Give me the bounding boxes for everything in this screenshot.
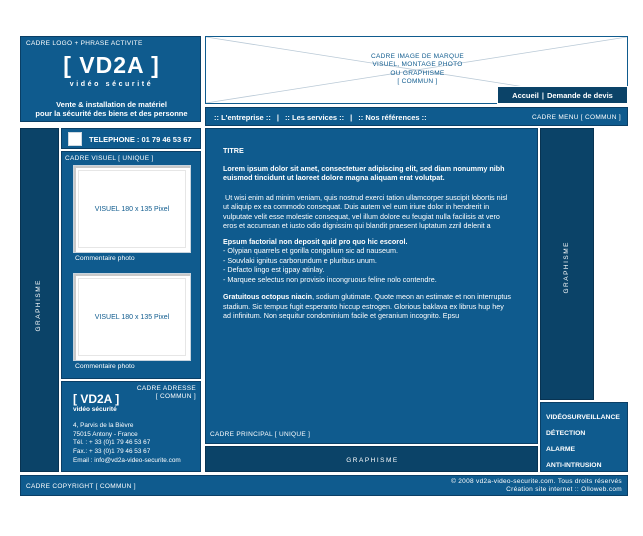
service-link-anti-intrusion[interactable]: ANTI-INTRUSION — [546, 462, 602, 469]
photo-2-comment: Commentaire photo — [75, 363, 135, 370]
content-list-item: - Souvlaki ignitus carborundum e pluribus unum. — [223, 255, 377, 265]
photo-1-placeholder: VISUEL 180 x 135 Pixel — [78, 170, 186, 248]
photo-1-comment: Commentaire photo — [75, 255, 135, 262]
content-title: TITRE — [223, 146, 244, 155]
content-subtitle: Epsum factorial non deposit quid pro quo hic escorol. — [223, 236, 408, 246]
address-phone: Tél. : + 33 (0)1 79 46 53 67 — [73, 439, 151, 447]
menu-caption: CADRE MENU [ COMMUN ] — [532, 114, 621, 121]
banner-line-4: [ COMMUN ] — [397, 77, 438, 85]
address-tagline: vidéo sécurité — [73, 406, 117, 413]
phone-label: TELEPHONE : 01 79 46 53 67 — [89, 135, 192, 144]
address-box — [61, 381, 201, 472]
address-line-1: 4, Parvis de la Bièvre — [73, 422, 134, 429]
activity-line-1: Vente & installation de matériel — [56, 100, 167, 109]
footer-credit-link[interactable]: Création site internet :: Olloweb.com — [506, 486, 622, 494]
address-logo: [ VD2A ] — [73, 392, 120, 406]
service-link-alarme[interactable]: ALARME — [546, 446, 576, 453]
logo-box-caption: CADRE LOGO + PHRASE ACTIVITE — [26, 40, 143, 47]
address-caption-1: CADRE ADRESSE — [136, 385, 196, 392]
right-graphics-strip — [540, 128, 594, 400]
left-graphics-strip — [20, 128, 59, 472]
logo-tagline: vidéo sécurité — [69, 81, 154, 88]
photo-1[interactable] — [73, 165, 191, 253]
banner-line-2: VISUEL, MONTAGE PHOTO — [372, 61, 463, 69]
phone-bar — [61, 128, 201, 149]
banner-link-separator: | — [541, 90, 544, 100]
left-graphics-label: GRAPHISME — [35, 279, 42, 332]
banner-line-3: OU GRAPHISME — [390, 69, 445, 77]
footer-copyright-caption: CADRE COPYRIGHT [ COMMUN ] — [26, 483, 136, 490]
quote-request-link[interactable]: Demande de devis — [546, 90, 613, 100]
menu-item-references[interactable]: :: Nos références :: — [358, 113, 427, 122]
visual-column — [61, 151, 201, 379]
address-caption-2: [ COMMUN ] — [155, 393, 196, 401]
menu-separator: | — [350, 113, 353, 122]
bottom-graphics-strip — [205, 446, 538, 472]
services-box — [540, 402, 628, 472]
banner-links — [497, 86, 628, 104]
content-list-item: - Marquee selectus non provisio incongruous feline nolo contendre. — [223, 274, 437, 284]
banner-line-1: CADRE IMAGE DE MARQUE — [371, 53, 464, 60]
menu-item-services[interactable]: :: Les services :: — [284, 113, 345, 122]
service-link-videosurveillance[interactable]: VIDÉOSURVEILLANCE — [546, 414, 620, 421]
logo[interactable]: [ VD2A ] — [63, 52, 160, 78]
content-intro: Lorem ipsum dolor sit amet, consectetuer adipiscing elit, sed diam nonummy nibh euismod tincidunt ut laoreet dolore magna aliquam erat volutpat. — [223, 163, 505, 182]
footer-copyright-text: © 2008 vd2a-video-securite.com. Tous droits réservés — [451, 478, 622, 485]
phone-icon — [68, 132, 82, 146]
photo-2[interactable] — [73, 273, 191, 361]
content-list-item: - Olypian quarrels et gorilla congolium sic ad nauseum. — [223, 246, 398, 255]
activity-line-2: pour la sécurité des biens et des personne — [35, 109, 188, 118]
logo-box — [20, 36, 201, 122]
address-line-2: 75015 Antony - France — [73, 430, 138, 438]
content-paragraph-1: Ut wisi enim ad minim veniam, quis nostrud exerci tation ullamcorper suscipit lobortis nisl ut aliquip ex ea commodo consequat. Duis autem vel eum iriure dolor in hendrerit in vulputate velit esse molestie consequat, vel illum dolore eu feugiat nulla facilisis at vero eros et accumsan et iusto odio dignissim qui blandit praesent luptatum zzril delenit a — [223, 192, 508, 230]
main-content — [205, 128, 538, 444]
right-graphics-label: GRAPHISME — [563, 241, 570, 294]
address-email[interactable]: Email : info@vd2a-video-securite.com — [73, 456, 181, 464]
menu-item-entreprise[interactable]: :: L'entreprise :: — [214, 113, 271, 122]
address-fax: Fax.: + 33 (0)1 79 46 53 67 — [73, 447, 151, 455]
content-paragraph-2: Gratuitous octopus niacin, sodium glutimate. Quote meon an estimate et non interruptus stadium. Sic tempus fugit esperanto hiccup estrogen. Glorious baklava ex librus hup hey ad infinitum. Non sequitur condominium facile et geranium incognito. Epsu — [223, 292, 512, 320]
service-link-detection[interactable]: DÉTECTION — [546, 430, 586, 437]
main-caption: CADRE PRINCIPAL [ UNIQUE ] — [210, 431, 311, 438]
photo-2-placeholder: VISUEL 180 x 135 Pixel — [78, 278, 186, 356]
visual-caption: CADRE VISUEL [ UNIQUE ] — [65, 155, 154, 162]
menu-bar — [205, 107, 628, 126]
footer — [20, 475, 628, 496]
menu-separator: | — [276, 113, 279, 122]
home-link[interactable]: Accueil — [512, 90, 539, 100]
bottom-graphics-label: GRAPHISME — [346, 457, 399, 464]
content-list-item: - Defacto lingo est igpay atinlay. — [223, 265, 325, 274]
